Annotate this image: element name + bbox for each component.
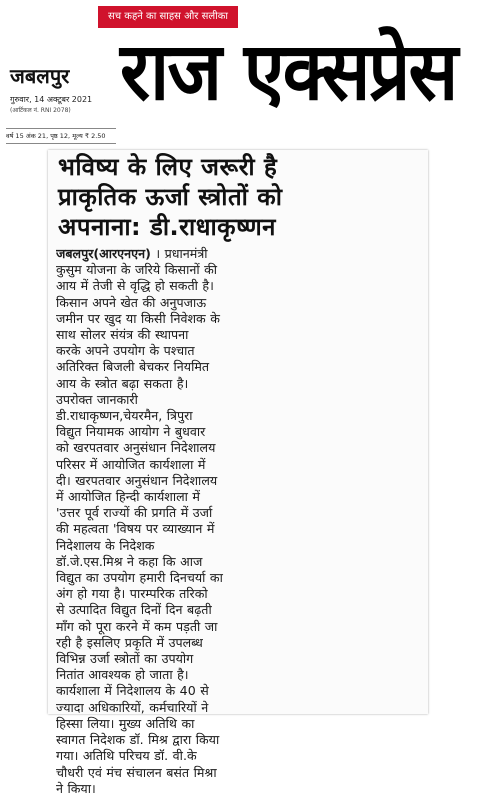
article-body-line: रही है इसलिए प्रकृति में उपलब्ध xyxy=(56,634,203,650)
masthead-tagline: सच कहने का साहस और सलीका xyxy=(98,6,238,28)
article-body-line: डॉ.जे.एस.मिश्र ने कहा कि आज xyxy=(56,553,203,569)
article-body-line: उपरोक्त जानकारी xyxy=(56,391,138,407)
article-body xyxy=(56,246,422,797)
article-body-line: अतिरिक्त बिजली बेचकर नियमित xyxy=(56,359,210,375)
article-body-line: की महत्वता 'विषय पर व्याख्यान में xyxy=(56,521,215,537)
article-body-line: अंग हो गया है। पारम्परिक तरिको xyxy=(56,586,208,602)
article-body-line: निदेशालय के निदेशक xyxy=(56,537,155,553)
publication-date: गुरुवार, 14 अक्टूबर 2021 xyxy=(10,95,93,104)
article-body-line: परिसर में आयोजित कार्यशाला में xyxy=(56,456,206,472)
article-body-line: स्वागत निदेशक डॉ. मिश्र द्वारा किया xyxy=(56,732,220,748)
article-dateline: जबलपुर(आरएनएन) xyxy=(56,246,151,261)
article-body-line: विद्युत का उपयोग हमारी दिनचर्या का xyxy=(56,570,223,586)
headline-line: भविष्य के लिए जरूरी है xyxy=(58,153,278,181)
article-first-line-text: । प्रधानमंत्री xyxy=(155,246,208,261)
article-body-line: को खरपतवार अनुसंधान निदेशालय xyxy=(56,440,216,456)
article-body-line: गया। अतिथि परिचय डॉ. वी.के xyxy=(56,748,197,764)
article-body-line: कुसुम योजना के जरिये किसानों की xyxy=(56,262,218,278)
article-body-line: नितांत आवश्यक हो जाता है। xyxy=(56,667,189,683)
article-body-line: डी.राधाकृष्णन,चेयरमैन, त्रिपुरा xyxy=(56,408,193,424)
headline-line: प्राकृतिक ऊर्जा स्त्रोतों को xyxy=(58,183,283,211)
edition-info: वर्ष 15 अंक 21, पृष्ठ 12, मूल्य ₹ 2.50 xyxy=(6,128,116,144)
article-body-line: आय के स्त्रोत बढ़ा सकता है। xyxy=(56,375,189,391)
article-first-line xyxy=(56,246,422,262)
article-body-line: से उत्पादित विद्युत दिनों दिन बढ़ती xyxy=(56,602,212,618)
masthead xyxy=(0,0,484,150)
article-body-line: आय में तेजी से वृद्धि हो सकती है। xyxy=(56,278,214,294)
article-body-line: ने किया। xyxy=(56,780,96,796)
edition-city: जबलपुर xyxy=(10,64,70,88)
article-body-line: कार्यशाला में निदेशालय के 40 से xyxy=(56,683,209,699)
article-clipping xyxy=(48,150,428,796)
article-body-line: मॉंग को पूरा करने में कम पड़ती जा xyxy=(56,618,218,634)
article-body-line: में आयोजित हिन्दी कार्यशाला में xyxy=(56,489,200,505)
article-body-line: 'उत्तर पूर्व राज्यों की प्रगति में उर्जा xyxy=(56,505,213,521)
article-body-line: विभिन्न उर्जा स्त्रोतों का उपयोग xyxy=(56,651,194,667)
article-body-line: हिस्सा लिया। मुख्य अतिथि का xyxy=(56,715,195,731)
registration-note: (आर्टिकल नं. RNI 2078) xyxy=(10,107,71,114)
headline-line: अपनाना: डी.राधाकृष्णन xyxy=(58,213,277,241)
article-body-line: दी। खरपतवार अनुसंधान निदेशालय xyxy=(56,472,218,488)
article-body-line: जमीन पर खुद या किसी निवेशक के xyxy=(56,310,220,326)
article-body-line: किसान अपने खेत की अनुपजाऊ xyxy=(56,294,207,310)
article-body-line: विद्युत नियामक आयोग ने बुधवार xyxy=(56,424,206,440)
article-body-line: ज्यादा अधिकारियों, कर्मचारियों ने xyxy=(56,699,209,715)
article-headline xyxy=(58,152,418,242)
article-body-line: चौधरी एवं मंच संचालन बसंत मिश्रा xyxy=(56,764,217,780)
article-body-line: साथ सोलर संयंत्र की स्थापना xyxy=(56,327,189,343)
article-body-line: करके अपने उपयोग के पश्चात xyxy=(56,343,195,359)
newspaper-title: राज एक्सप्रेस xyxy=(120,25,457,118)
